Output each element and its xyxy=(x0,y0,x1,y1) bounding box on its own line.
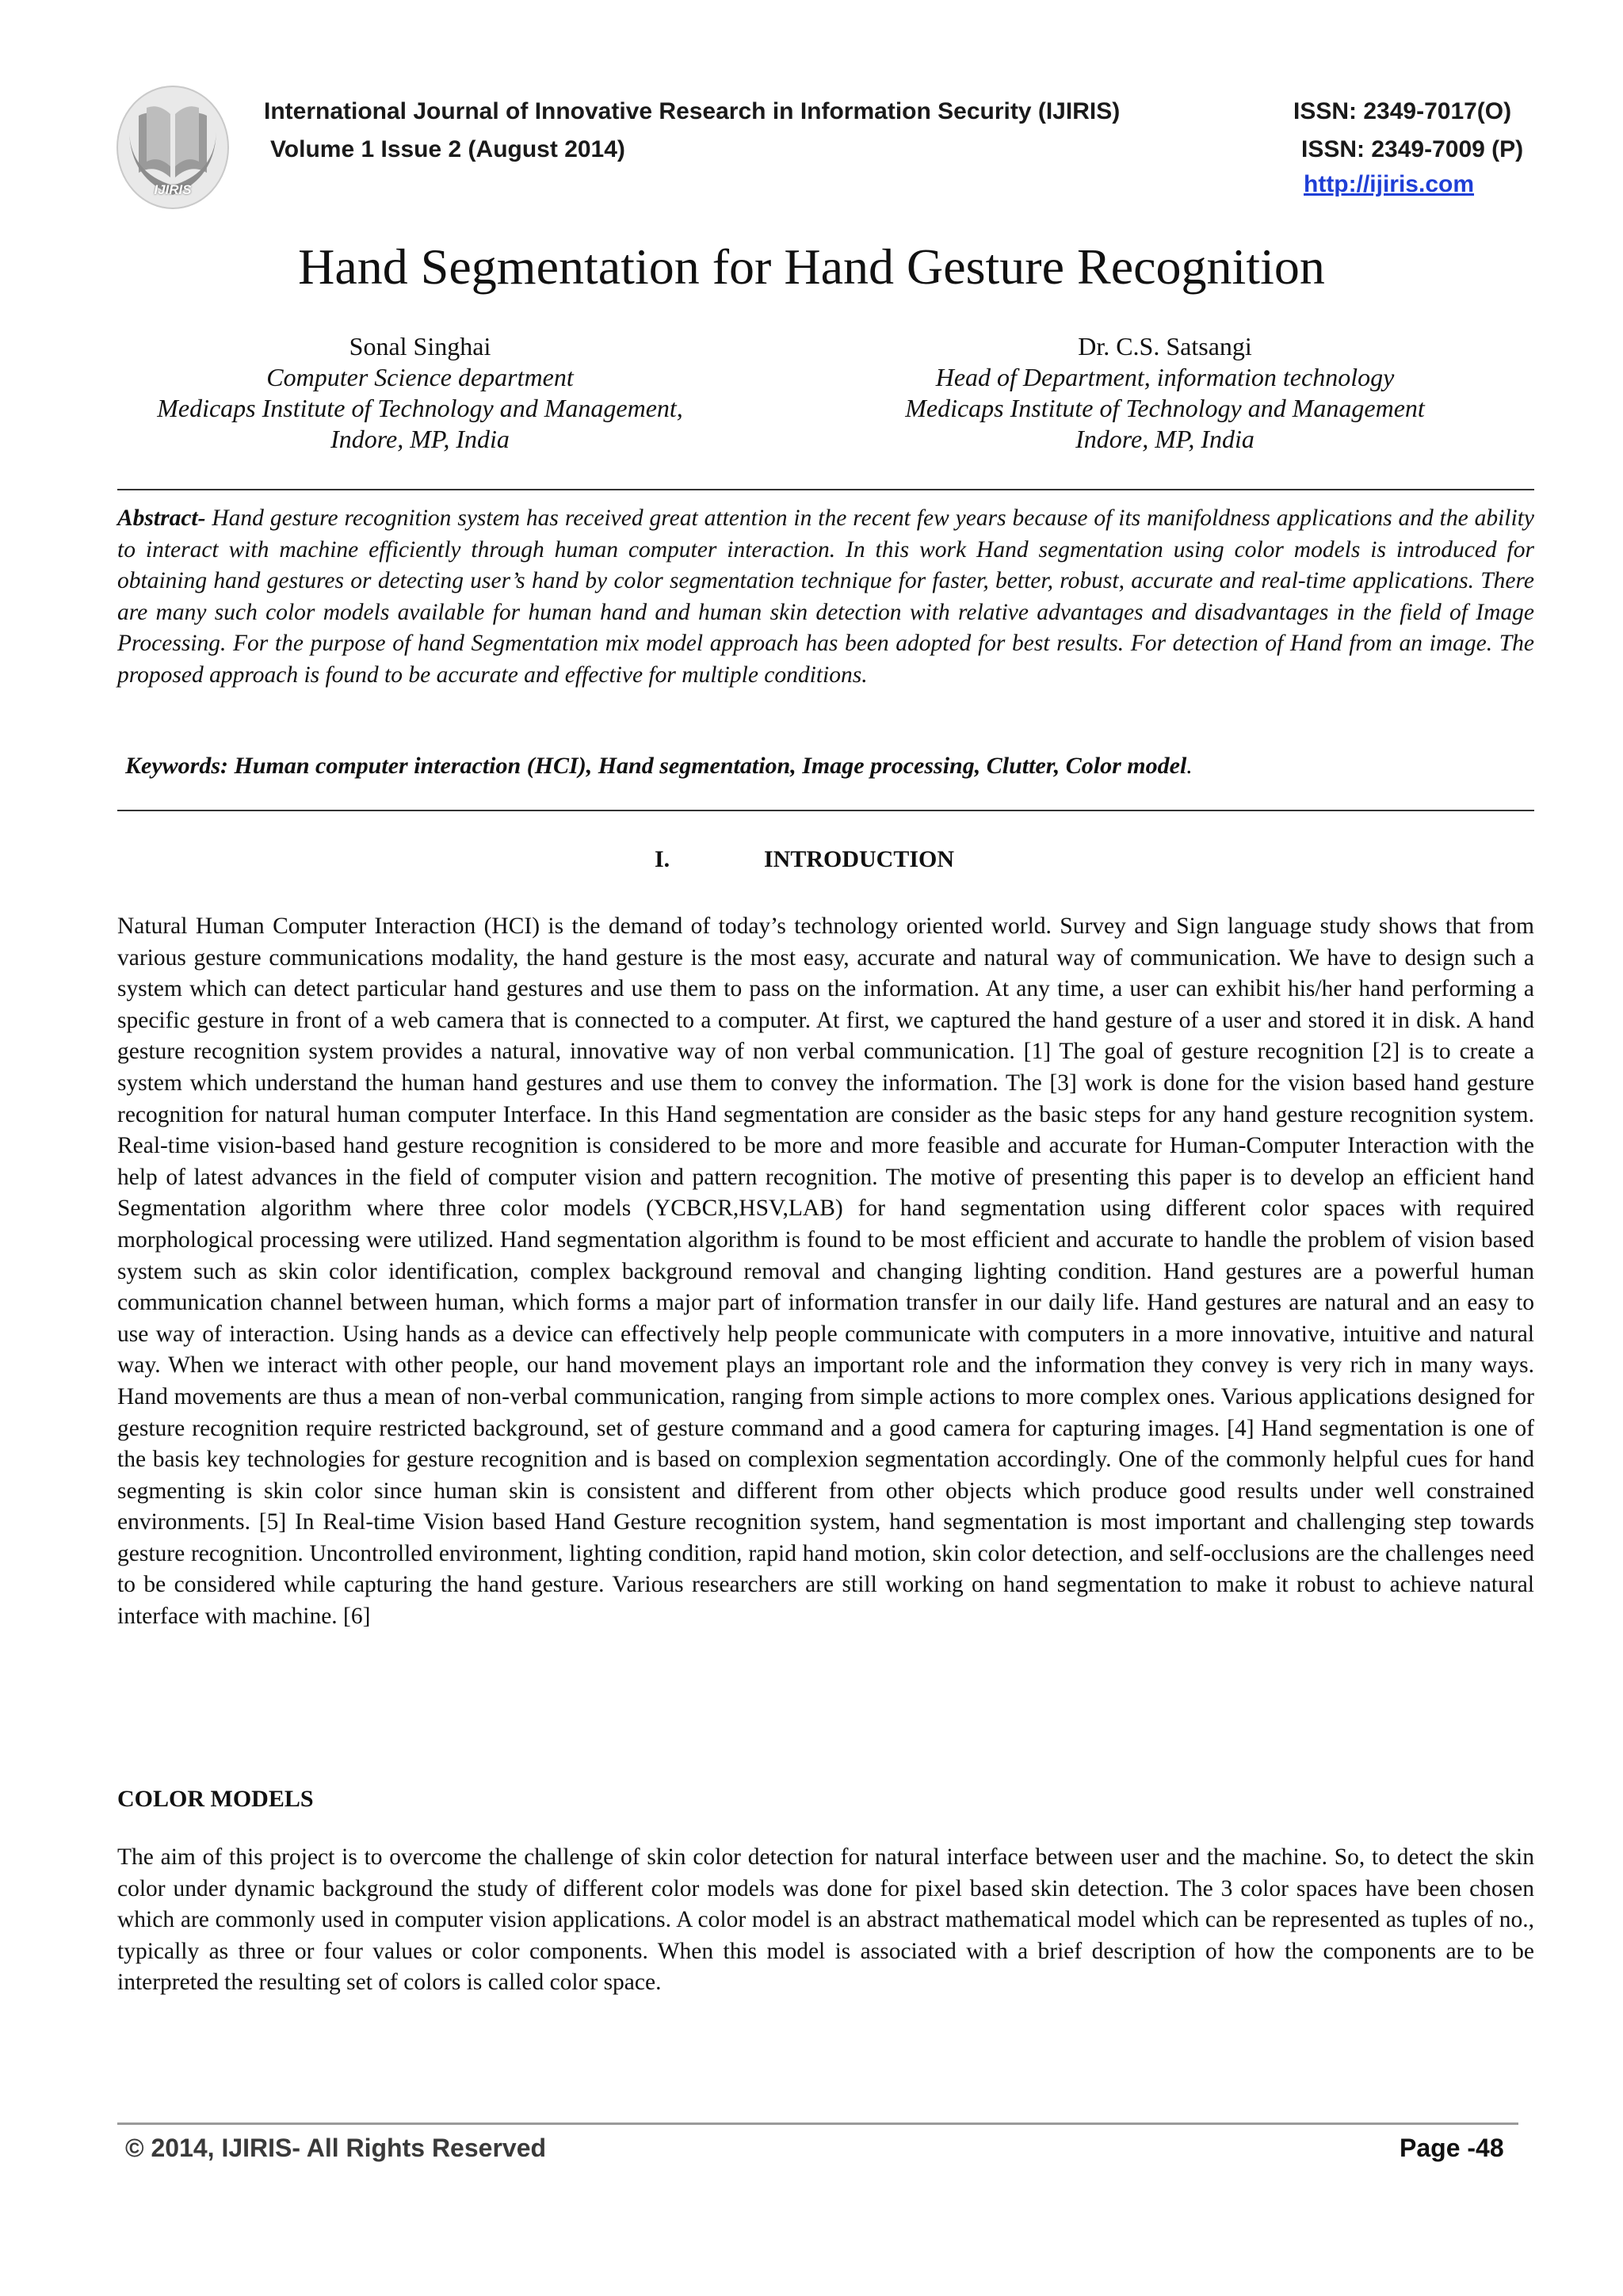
divider xyxy=(117,810,1534,811)
footer-page-number: Page -48 xyxy=(1400,2134,1504,2162)
introduction-body: Natural Human Computer Interaction (HCI) is the demand of today’s technology oriented world. Survey and Sign language study shows that from various gesture communications modality, the hand gesture is the most easy, accurate and natural way of communication. We have to design such a system which can detect particular hand gestures and use them to pass on the information. At any time, a user can exhibit his/her hand performing a specific gesture in front of a web camera that is connected to a computer. At first, we captured the hand gesture of a user and stored it in disk. A hand gesture recognition system provides a natural, innovative way of non verbal communication. [1] The goal of gesture recognition [2] is to create a system which understand the human hand gestures and use them to convey the information. The [3] work is done for the vision based hand gesture recognition for natural human computer Interface. In this Hand segmentation are consider as the basic steps for any hand gesture recognition system. Real-time vision-based hand gesture recognition is considered to be more and more feasible and accurate for Human-Computer Interaction with the help of latest advances in the field of computer vision and pattern recognition. The motive of presenting this paper is to develop an efficient hand Segmentation algorithm where three color models (YCBCR,HSV,LAB) for hand segmentation using different color spaces with required morphological processing were utilized. Hand segmentation algorithm is found to be most efficient and accurate to handle the problem of vision based system such as skin color identification, complex background removal and changing lighting condition. Hand gestures are a powerful human communication channel between human, which forms a major part of information transfer in our daily life. Hand gestures are natural and an easy to use way of interaction. Using hands as a device can effectively help people communicate with computers in a more innovative, intuitive and natural way. When we interact with other people, our hand movement plays an important role and the information they convey is very rich in many ways. Hand movements are thus a mean of non-verbal communication, ranging from simple actions to more complex ones. Various applications designed for gesture recognition require restricted background, set of gesture command and a good camera for capturing images. [4] Hand segmentation is one of the basis key technologies for gesture recognition and is based on complexion segmentation accordingly. One of the commonly helpful cues for hand segmenting is skin color since human skin is consistent and different from other objects which produce good results under well constrained environments. [5] In Real-time Vision based Hand Gesture recognition system, hand segmentation is most important and challenging step towards gesture recognition. Uncontrolled environment, lighting condition, rapid hand motion, skin color detection, and self-occlusions are the challenges need to be considered while capturing the hand gesture. Various researchers are still working on hand segmentation to make it robust to achieve natural interface with machine. [6] xyxy=(117,913,1534,1630)
journal-website-link[interactable]: http://ijiris.com xyxy=(1304,171,1475,197)
logo-text: IJIRIS xyxy=(154,182,192,197)
author-name: Dr. C.S. Satsangi xyxy=(1078,332,1252,360)
author-department: Head of Department, information technology xyxy=(935,363,1395,391)
author-department: Computer Science department xyxy=(266,363,574,391)
author-institution: Medicaps Institute of Technology and Management xyxy=(905,394,1425,422)
author-block xyxy=(119,331,721,455)
keywords-text: Keywords: Human computer interaction (HCI), Hand segmentation, Image processing, Clutter, Color model xyxy=(125,753,1187,779)
author-institution: Medicaps Institute of Technology and Management, xyxy=(157,394,683,422)
abstract-label: Abstract- xyxy=(117,505,206,531)
journal-name: International Journal of Innovative Research in Information Security (IJIRIS) xyxy=(264,98,1121,124)
abstract-text: Hand gesture recognition system has received great attention in the recent few years because of its manifoldness applications and the ability to interact with machine efficiently through human computer interaction. In this work Hand segmentation using color models is introduced for obtaining hand gestures or detecting user’s hand by color segmentation technique for faster, better, robust, accurate and real-time applications. There are many such color models available for human hand and human skin detection with relative advantages and disadvantages in the field of Image Processing. For the purpose of hand Segmentation mix model approach has been adopted for best results. For detection of Hand from an image. The proposed approach is found to be accurate and effective for multiple conditions. xyxy=(117,505,1534,688)
color-models-body: The aim of this project is to overcome the challenge of skin color detection for natural interface between user and the machine. So, to detect the skin color under dynamic background the study of different color models was done for pixel based skin detection. The 3 color spaces have been chosen which are commonly used in computer vision applications. A color model is an abstract mathematical model which can be represented as tuples of no., typically as three or four values or color components. When this model is associated with a brief description of how the components are to be interpreted the resulting set of colors is called color space. xyxy=(117,1844,1534,1996)
volume-issue: Volume 1 Issue 2 (August 2014) xyxy=(270,136,625,162)
journal-logo xyxy=(115,84,231,211)
section-number: I. xyxy=(655,846,670,872)
abstract xyxy=(117,503,1534,691)
footer-copyright: © 2014, IJIRIS- All Rights Reserved xyxy=(125,2134,547,2162)
author-name: Sonal Singhai xyxy=(349,332,491,360)
issn-print: ISSN: 2349-7009 (P) xyxy=(1301,136,1524,162)
footer-divider xyxy=(117,2122,1518,2125)
section-title: INTRODUCTION xyxy=(764,846,955,872)
author-location: Indore, MP, India xyxy=(330,425,510,453)
author-location: Indore, MP, India xyxy=(1075,425,1254,453)
paper-title: Hand Segmentation for Hand Gesture Recognition xyxy=(298,238,1325,295)
divider xyxy=(117,489,1534,490)
keywords-end: . xyxy=(1186,753,1193,779)
issn-online: ISSN: 2349-7017(O) xyxy=(1293,98,1512,124)
keywords xyxy=(125,753,1193,780)
section-heading-color-models: COLOR MODELS xyxy=(117,1786,314,1812)
author-block xyxy=(856,331,1474,455)
